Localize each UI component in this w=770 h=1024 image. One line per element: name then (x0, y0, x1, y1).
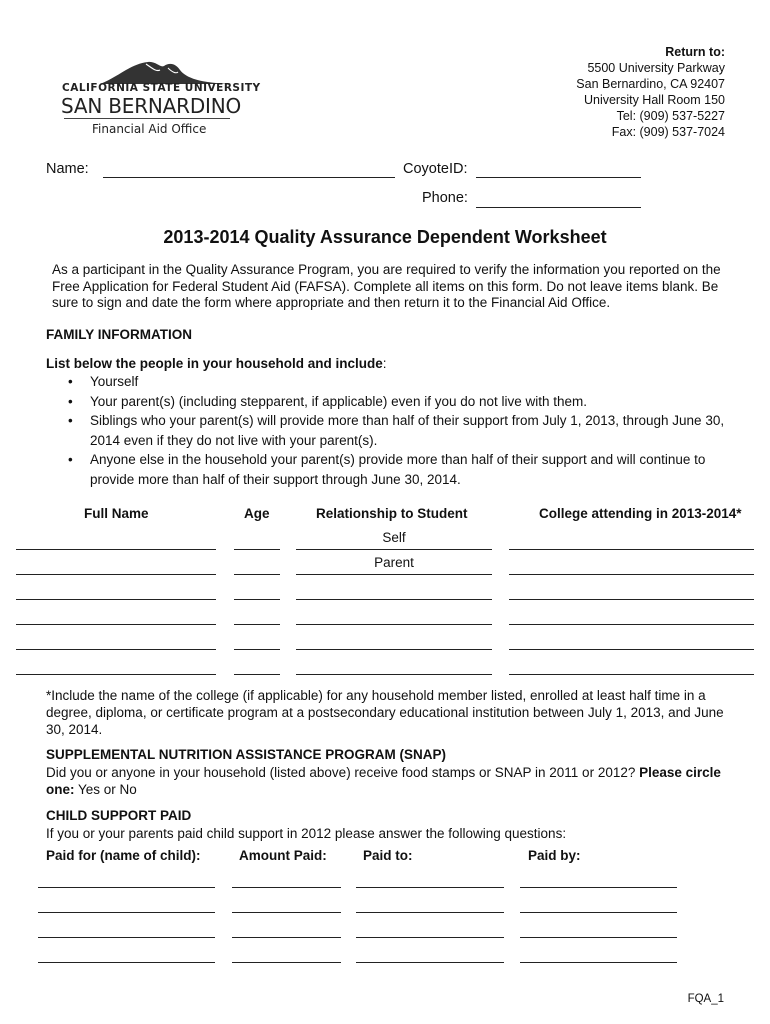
paid-by-field[interactable] (520, 937, 677, 938)
age-field[interactable] (234, 574, 280, 575)
list-intro-colon: : (382, 356, 387, 371)
full-name-field[interactable] (16, 599, 216, 600)
full-name-field[interactable] (16, 624, 216, 625)
age-field[interactable] (234, 649, 280, 650)
logo-divider (64, 118, 230, 119)
column-paid-by: Paid by: (528, 848, 581, 863)
relationship-field[interactable] (296, 624, 492, 625)
college-field[interactable] (509, 674, 754, 675)
age-field[interactable] (234, 599, 280, 600)
college-field[interactable] (509, 624, 754, 625)
paid-to-field[interactable] (356, 937, 504, 938)
return-line: Tel: (909) 537-5227 (616, 109, 725, 123)
list-intro-text: List below the people in your household and include (46, 356, 383, 371)
snap-options[interactable]: Yes or No (74, 782, 137, 797)
household-list (52, 372, 742, 489)
relationship-prefill-self: Self (382, 530, 406, 545)
amount-paid-field[interactable] (232, 962, 341, 963)
paid-to-field[interactable] (356, 887, 504, 888)
column-age: Age (244, 506, 270, 521)
column-college: College attending in 2013-2014* (539, 506, 742, 521)
full-name-field[interactable] (16, 549, 216, 550)
relationship-field[interactable] (296, 649, 492, 650)
relationship-field[interactable] (296, 674, 492, 675)
snap-heading: SUPPLEMENTAL NUTRITION ASSISTANCE PROGRAM (SNAP) (46, 747, 447, 762)
college-field[interactable] (509, 649, 754, 650)
name-label: Name: (46, 161, 89, 177)
college-field[interactable] (509, 574, 754, 575)
paid-for-field[interactable] (38, 887, 215, 888)
list-item: • Your parent(s) (including stepparent, if applicable) even if you do not live with them. (52, 392, 742, 412)
amount-paid-field[interactable] (232, 912, 341, 913)
paid-to-field[interactable] (356, 962, 504, 963)
amount-paid-field[interactable] (232, 887, 341, 888)
list-item: • Anyone else in the household your parent(s) provide more than half of their support and will continue to provide more than half of their support through June 30, 2014. (52, 450, 742, 489)
phone-field[interactable] (476, 207, 641, 208)
list-item: • Siblings who your parent(s) will provide more than half of their support from July 1, 2013, through June 30, 2014 even if they do not live with your parent(s). (52, 411, 742, 450)
phone-label: Phone: (422, 190, 468, 206)
return-line: Fax: (909) 537-7024 (611, 125, 725, 139)
age-field[interactable] (234, 624, 280, 625)
amount-paid-field[interactable] (232, 937, 341, 938)
page-title: 2013-2014 Quality Assurance Dependent Worksheet (163, 227, 607, 247)
coyote-id-label: CoyoteID: (403, 161, 468, 177)
form-code: FQA_1 (687, 993, 724, 1005)
family-list-intro (46, 355, 387, 372)
relationship-prefill-parent: Parent (374, 555, 414, 570)
paid-by-field[interactable] (520, 962, 677, 963)
paid-for-field[interactable] (38, 912, 215, 913)
return-heading: Return to: (665, 45, 725, 59)
full-name-field[interactable] (16, 574, 216, 575)
paid-for-field[interactable] (38, 937, 215, 938)
column-paid-to: Paid to: (363, 848, 413, 863)
logo-line1: CALIFORNIA STATE UNIVERSITY (62, 82, 261, 94)
paid-by-field[interactable] (520, 887, 677, 888)
logo-line3: Financial Aid Office (92, 122, 207, 136)
child-support-heading: CHILD SUPPORT PAID (46, 808, 192, 823)
college-field[interactable] (509, 549, 754, 550)
snap-question (46, 764, 736, 798)
snap-instruction: Please circle one: (46, 765, 721, 797)
paid-by-field[interactable] (520, 912, 677, 913)
age-field[interactable] (234, 549, 280, 550)
column-full-name: Full Name (84, 506, 149, 521)
paid-for-field[interactable] (38, 962, 215, 963)
full-name-field[interactable] (16, 674, 216, 675)
column-paid-for: Paid for (name of child): (46, 848, 201, 863)
age-field[interactable] (234, 674, 280, 675)
child-support-question: If you or your parents paid child support in 2012 please answer the following questions: (46, 826, 567, 841)
snap-question-text: Did you or anyone in your household (listed above) receive food stamps or SNAP in 2011 or 2012? (46, 765, 640, 780)
intro-paragraph: As a participant in the Quality Assurance Program, you are required to verify the information you reported on the Free Application for Federal Student Aid (FAFSA). Complete all items on this form. Do not leave items blank. Be sure to sign and date the form where appropriate and then return it to the Financial Aid Office. (52, 262, 721, 310)
name-field[interactable] (103, 177, 395, 178)
college-footnote: *Include the name of the college (if applicable) for any household member listed, enrolled at least half time in a degree, diploma, or certificate program at a postsecondary educational institution between July 1, 2013, and June 30, 2014. (46, 688, 724, 737)
family-heading: FAMILY INFORMATION (46, 327, 193, 342)
paid-to-field[interactable] (356, 912, 504, 913)
return-line: 5500 University Parkway (587, 61, 725, 75)
full-name-field[interactable] (16, 649, 216, 650)
college-field[interactable] (509, 599, 754, 600)
logo-line2: SAN BERNARDINO (61, 94, 242, 118)
list-item: • Yourself (52, 372, 742, 392)
column-amount-paid: Amount Paid: (239, 848, 327, 863)
return-line: San Bernardino, CA 92407 (576, 77, 725, 91)
relationship-field[interactable] (296, 574, 492, 575)
relationship-field[interactable] (296, 549, 492, 550)
relationship-field[interactable] (296, 599, 492, 600)
return-address (576, 44, 725, 140)
coyote-id-field[interactable] (476, 177, 641, 178)
return-line: University Hall Room 150 (583, 93, 725, 107)
column-relationship: Relationship to Student (316, 506, 468, 521)
